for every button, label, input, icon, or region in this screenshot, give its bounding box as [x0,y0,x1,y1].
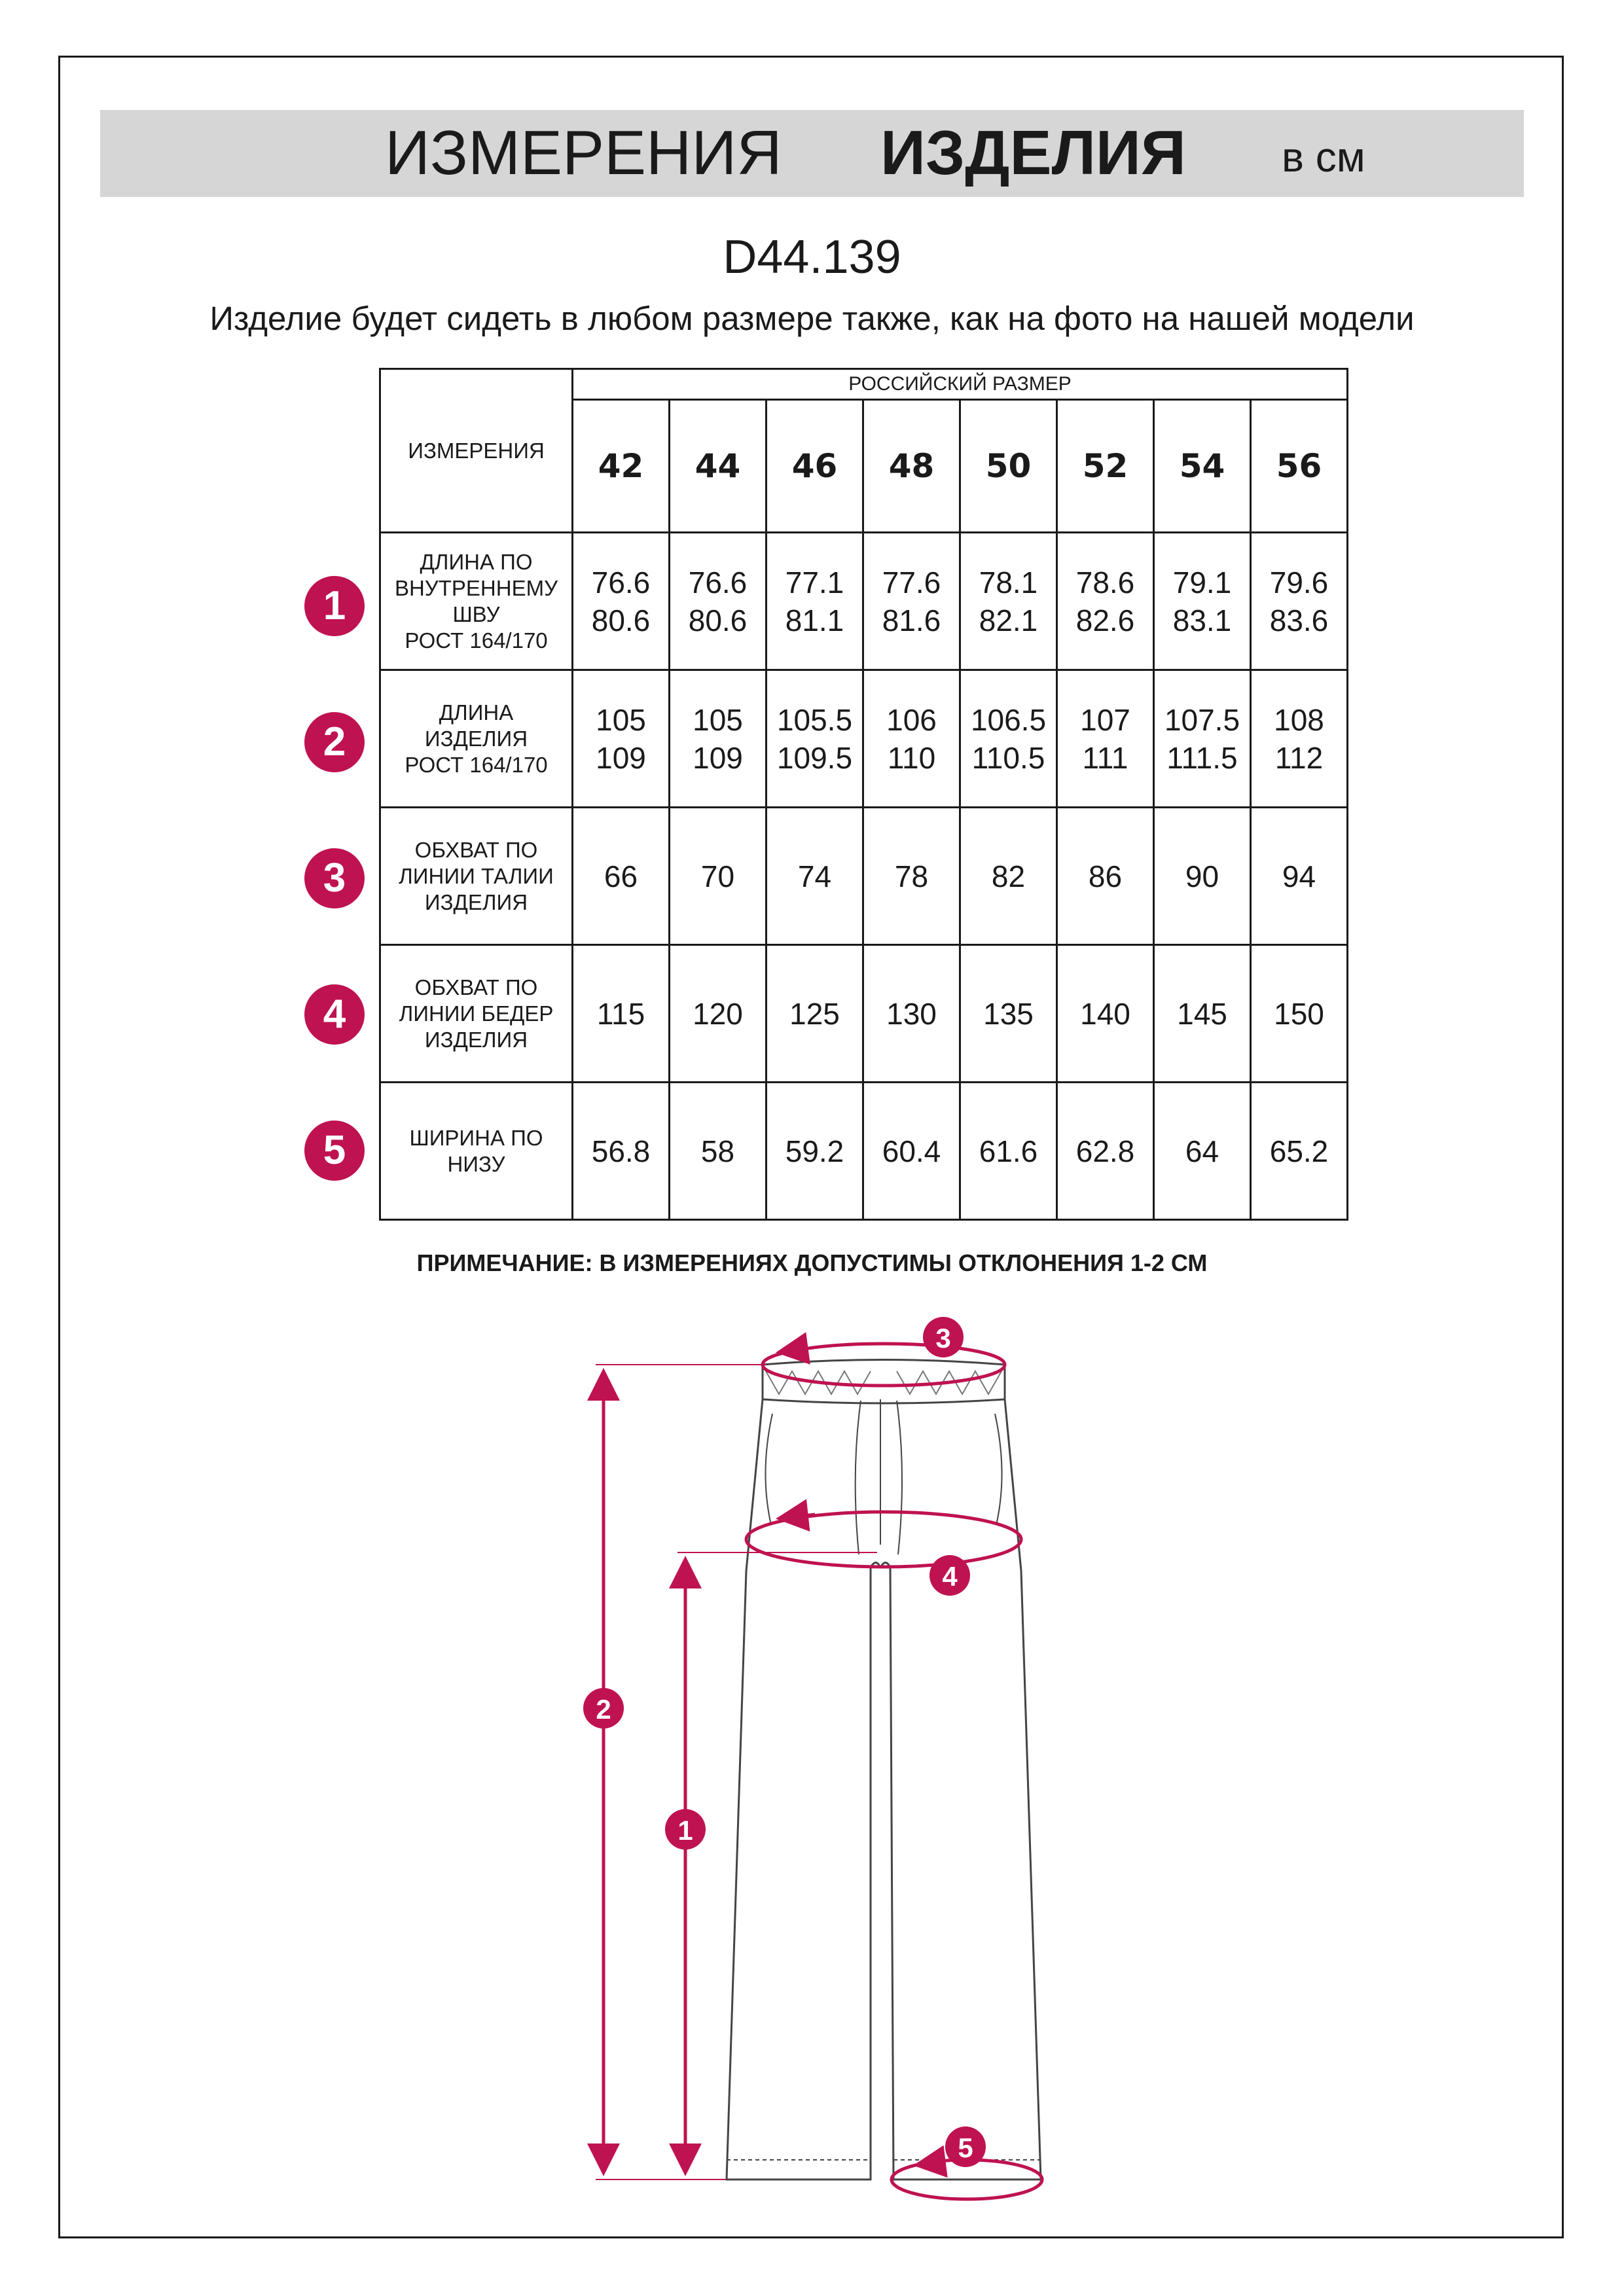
cell-value: 107 [1080,702,1130,737]
cell-value: 79.6 [1269,565,1329,600]
title-bold: ИЗДЕЛИЯ [880,118,1186,188]
fit-note: Изделие будет сидеть в любом размере также, как на фото на нашей модели [209,300,1415,337]
size-header: 52 [1057,400,1154,533]
cell-value: 81.6 [882,603,941,637]
row-label-line: ЛИНИИ ТАЛИИ [399,863,554,888]
cell-value: 111 [1082,740,1128,775]
table-cell: 60.4 [863,1083,960,1220]
row-label-line: ОБХВАТ ПО [414,975,538,999]
table-cell: 94 [1251,808,1348,945]
diagram-marker-3 [923,1317,964,1357]
cell-value: 79.1 [1172,565,1232,600]
diagram-marker-2 [583,1688,624,1729]
size-header: 54 [1154,400,1251,533]
row-marker-4: 4 [304,984,365,1045]
waist-arrow [779,1348,808,1352]
cell-value: 76.6 [688,565,748,600]
table-cell: 65.2 [1251,1083,1348,1220]
diagram-marker-1-label: 1 [677,1815,693,1846]
cell-value: 105.5 [776,702,853,737]
table-cell: 66 [573,808,670,945]
size-header: 44 [670,400,767,533]
row-label-line: РОСТ 164/170 [405,628,548,653]
row-label-line: ШВУ [452,601,500,626]
table-cell: 78 [863,808,960,945]
cell-value: 105 [693,702,743,737]
cell-value: 82.6 [1075,603,1135,637]
table-cell: 82 [960,808,1057,945]
cell-value: 106 [886,702,937,737]
row-marker-5: 5 [304,1121,365,1181]
cell-value: 105 [596,702,646,737]
size-header: 42 [573,400,670,533]
row-marker-2: 2 [304,712,365,772]
cell-value: 112 [1274,740,1324,775]
title-unit: в см [1282,134,1365,181]
drawstring-left [856,1401,861,1554]
row-label-line: ИЗДЕЛИЯ [424,1027,528,1052]
table-cell: 150 [1251,945,1348,1083]
cell-value: 76.6 [591,565,651,600]
diagram-marker-1 [665,1809,706,1850]
row-label-line: ИЗДЕЛИЯ [424,726,528,751]
size-header: 48 [863,400,960,533]
cell-value: 109.5 [776,740,853,775]
title-main: ИЗМЕРЕНИЯ [385,118,782,188]
cell-value: 111.5 [1166,740,1238,775]
diagram-marker-4 [929,1555,970,1596]
tolerance-note: ПРИМЕЧАНИЕ: В ИЗМЕРЕНИЯХ ДОПУСТИМЫ ОТКЛОНЕНИЯ 1-2 СМ [416,1249,1208,1276]
cell-value: 110 [887,740,936,775]
cell-value: 110.5 [971,740,1045,775]
cell-value: 82.1 [979,603,1038,637]
cell-value: 83.1 [1172,603,1232,637]
row-marker-3: 3 [304,848,365,908]
article-number: D44.139 [723,231,901,283]
hip-arrow [779,1515,815,1518]
cell-value: 81.1 [785,603,844,637]
table-cell: 62.8 [1057,1083,1154,1220]
table-cell: 56.8 [573,1083,670,1220]
table-cell: 64 [1154,1083,1251,1220]
diagram-marker-3-label: 3 [935,1323,951,1354]
cell-value: 80.6 [688,603,748,637]
diagram-marker-4-label: 4 [942,1561,958,1592]
cell-value: 109 [596,740,646,775]
row-label-line: ДЛИНА [439,700,514,725]
left-pocket [765,1414,772,1525]
cell-value: 107.5 [1164,702,1240,737]
hip-ellipse [746,1512,1021,1567]
row-label-line: ЛИНИИ БЕДЕР [399,1001,554,1026]
cell-value: 77.6 [882,565,941,600]
row-label-line: ШИРИНА ПО [409,1125,543,1150]
row-marker-1: 1 [304,576,365,636]
table-cell: 140 [1057,945,1154,1083]
row-label-line: ДЛИНА ПО [420,549,533,574]
table-cell: 115 [573,945,670,1083]
drawstring-right [897,1401,902,1554]
table-cell: 90 [1154,808,1251,945]
cell-value: 108 [1274,702,1324,737]
size-header: 56 [1251,400,1348,533]
table-cell: 145 [1154,945,1251,1083]
size-header: 46 [767,400,863,533]
table-cell: 130 [863,945,960,1083]
table-cell: 125 [767,945,863,1083]
diagram-marker-2-label: 2 [596,1694,611,1725]
cell-value: 80.6 [591,603,651,637]
right-pocket [995,1414,1002,1525]
cell-value: 77.1 [785,565,844,600]
waistband [763,1360,1005,1404]
corner-label: ИЗМЕРЕНИЯ [380,369,573,533]
table-cell: 58 [670,1083,767,1220]
table-cell: 120 [670,945,767,1083]
cell-value: 83.6 [1269,603,1329,637]
cell-value: 78.1 [979,565,1038,600]
cell-value: 78.6 [1075,565,1135,600]
table-cell: 59.2 [767,1083,863,1220]
table-cell: 74 [767,808,863,945]
size-group-header: РОССИЙСКИЙ РАЗМЕР [573,369,1348,400]
table-cell: 135 [960,945,1057,1083]
diagram-marker-5-label: 5 [958,2132,973,2163]
hem-arrow [916,2162,943,2165]
diagram-marker-5 [945,2126,986,2167]
table-cell: 61.6 [960,1083,1057,1220]
row-label-line: НИЗУ [447,1151,505,1176]
size-header: 50 [960,400,1057,533]
guide-lines [596,1365,877,2179]
row-label-line: ИЗДЕЛИЯ [424,889,528,914]
table-cell: 86 [1057,808,1154,945]
row-label-line: ОБХВАТ ПО [414,837,538,862]
cell-value: 106.5 [970,702,1047,737]
cell-value: 109 [693,740,743,775]
row-label-line: ВНУТРЕННЕМУ [394,575,558,600]
row-label-line: РОСТ 164/170 [405,752,548,777]
pants-outline [727,1360,1041,2180]
table-cell: 70 [670,808,767,945]
